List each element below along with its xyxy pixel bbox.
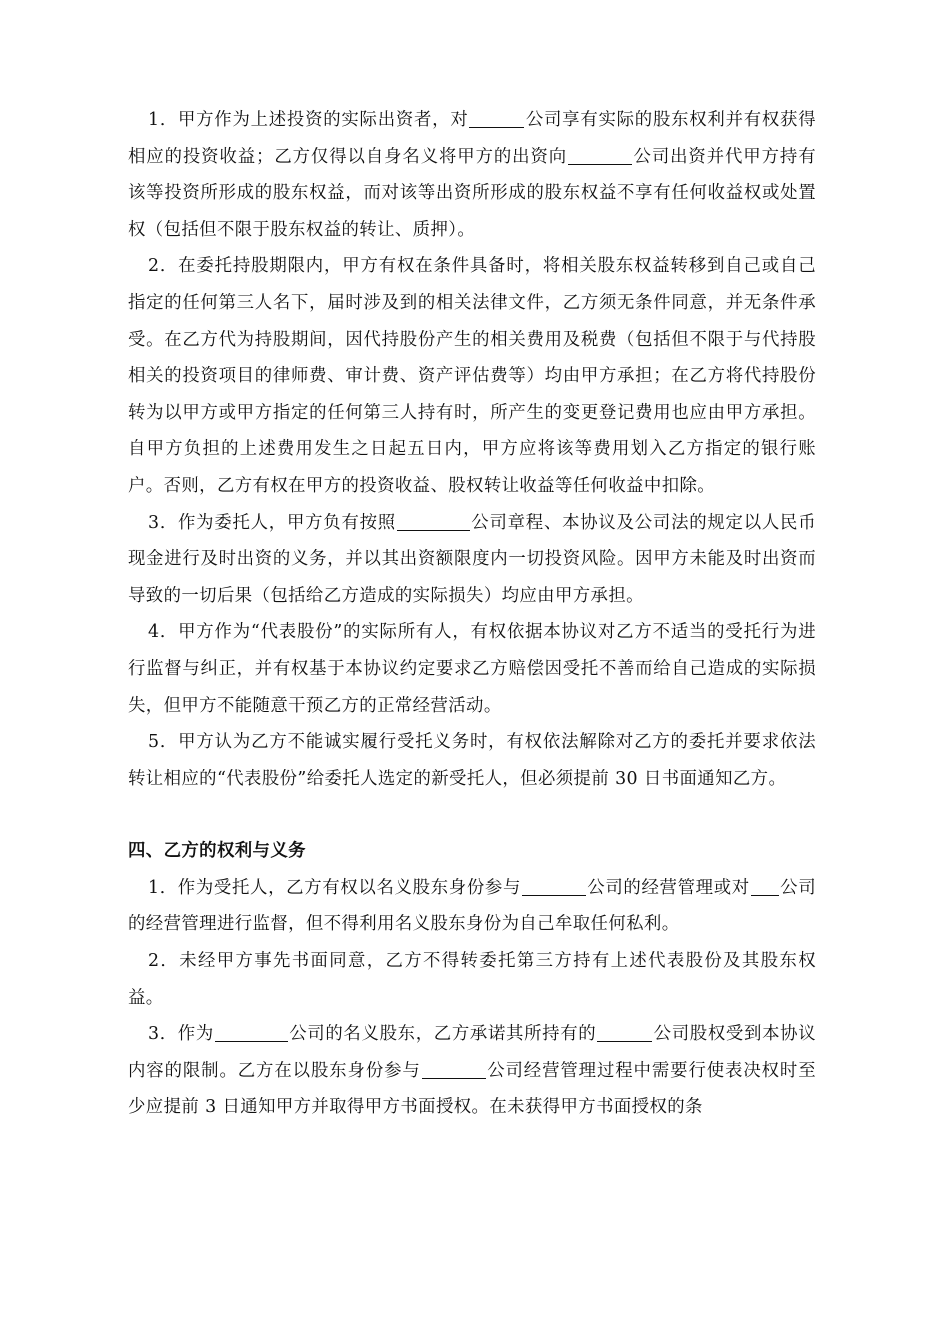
- document-body: [128, 102, 816, 1126]
- clause-4-3: [128, 1016, 816, 1126]
- blank-line: [568, 146, 632, 165]
- clause-text: 公司的名义股东，乙方承诺其所持有的: [288, 1024, 597, 1045]
- clause-3-4: [128, 614, 816, 724]
- clause-4-2: [128, 943, 816, 1016]
- blank-line: [422, 1060, 486, 1079]
- clause-text: 公司享有实际的股东权利并有权获得相应的投资收益；乙方仅得以自身名义将甲方的出资向: [128, 110, 816, 167]
- blank-line: [751, 877, 779, 896]
- blank-line: [522, 877, 586, 896]
- clause-text: 2．在委托持股期限内，甲方有权在条件具备时，将相关股东权益转移到自己或自己指定的任何第三人名下，届时涉及到的相关法律文件，乙方须无条件同意，并无条件承受。在乙方代为持股期间，因代持股份产生的相关费用及税费（包括但不限于与代持股相关的投资项目的律师费、审计费、资产评估费等）均由甲方承担；在乙方将代持股份转为以甲方或甲方指定的任何第三人持有时，所产生的变更登记费用也应由甲方承担。自甲方负担的上述费用发生之日起五日内，甲方应将该等费用划入乙方指定的银行账户。否则，乙方有权在甲方的投资收益、股权转让收益等任何收益中扣除。: [128, 256, 816, 496]
- blank-line: [397, 512, 470, 531]
- clause-3-5: [128, 724, 816, 797]
- blank-line: [469, 109, 524, 128]
- clause-text: 公司股权受到本协议内容的限制。乙方在以股东身份参与: [128, 1024, 816, 1081]
- clause-3-1: [128, 102, 816, 248]
- clause-text: 5．甲方认为乙方不能诚实履行受托义务时，有权依法解除对乙方的委托并要求依法转让相应的“代表股份”给委托人选定的新受托人，但必须提前 30 日书面通知乙方。: [128, 732, 816, 789]
- clause-text: 公司章程、本协议及公司法的规定以人民币现金进行及时出资的义务，并以其出资额限度内一切投资风险。因甲方未能及时出资而导致的一切后果（包括给乙方造成的实际损失）均应由甲方承担。: [128, 512, 816, 606]
- blank-line: [597, 1023, 652, 1042]
- clause-text: 公司出资并代甲方持有该等投资所形成的股东权益，而对该等出资所形成的股东权益不享有任何收益权或处置权（包括但不限于股东权益的转让、质押）。: [128, 146, 816, 240]
- clause-text: 3．作为委托人，甲方负有按照: [148, 512, 396, 533]
- section-heading: 四、乙方的权利与义务: [128, 841, 306, 862]
- blank-line: [215, 1023, 288, 1042]
- clause-3-3: [128, 505, 816, 615]
- clause-text: 公司的经营管理或对: [587, 877, 750, 898]
- clause-3-2: [128, 248, 816, 504]
- clause-text: 1．甲方作为上述投资的实际出资者，对: [148, 110, 469, 130]
- clause-text: 2．未经甲方事先书面同意，乙方不得转委托第三方持有上述代表股份及其股东权益。: [128, 951, 816, 1008]
- clause-4-1: [128, 870, 816, 943]
- clause-text: 4．甲方作为“代表股份”的实际所有人，有权依据本协议对乙方不适当的受托行为进行监督与纠正，并有权基于本协议约定要求乙方赔偿因受托不善而给自己造成的实际损失，但甲方不能随意干预乙方的正常经营活动。: [128, 622, 816, 716]
- clause-text: 公司经营管理过程中需要行使表决权时至少应提前 3 日通知甲方并取得甲方书面授权。在未获得甲方书面授权的条: [128, 1060, 816, 1118]
- clause-text: 公司的经营管理进行监督，但不得利用名义股东身份为自己牟取任何私利。: [128, 877, 816, 935]
- clause-text: 1．作为受托人，乙方有权以名义股东身份参与: [148, 877, 522, 898]
- clause-text: 3．作为: [148, 1024, 214, 1045]
